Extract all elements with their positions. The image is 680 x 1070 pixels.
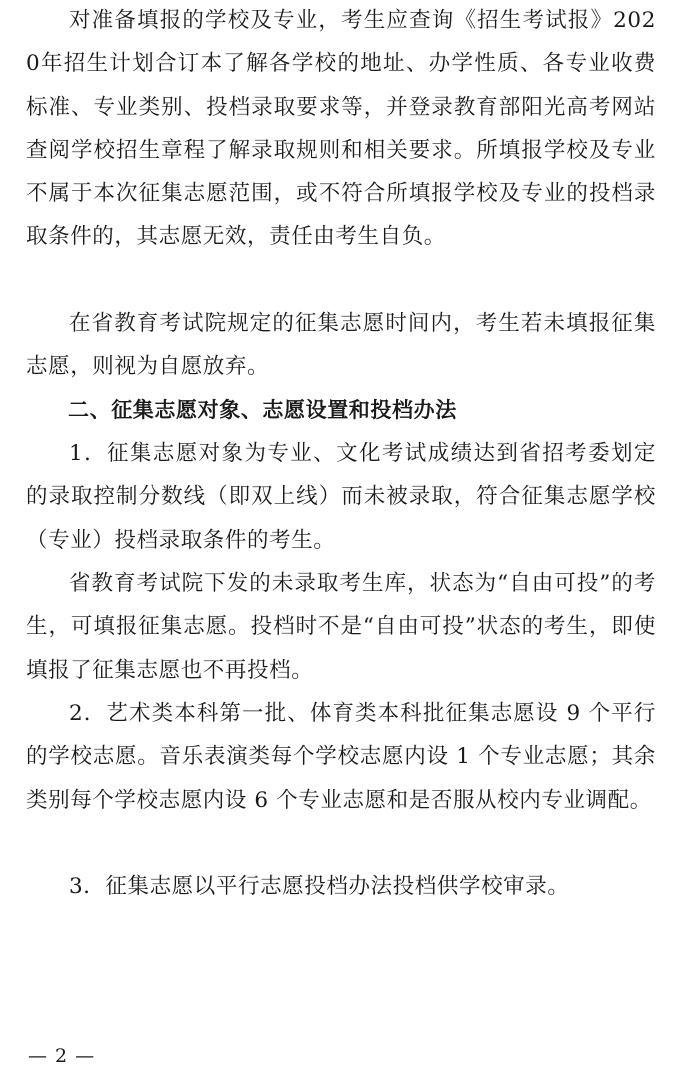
paragraph-deadline-notice: 在省教育考试院规定的征集志愿时间内，考生若未填报征集志愿，则视为自愿放弃。	[26, 311, 656, 380]
item-2-volunteer-settings: 2．艺术类本科第一批、体育类本科批征集志愿设 9 个平行的学校志愿。音乐表演类每个学校志愿内设 1 个专业志愿；其余类别每个学校志愿内设 6 个专业志愿和是否服从校内专业调配。	[26, 701, 656, 813]
item-1-eligibility: 1．征集志愿对象为专业、文化考试成绩达到省招考委划定的录取控制分数线（即双上线）而未被录取，符合征集志愿学校（专业）投档录取条件的考生。	[26, 441, 656, 553]
item-3-admission-method: 3．征集志愿以平行志愿投档办法投档供学校审录。	[69, 874, 570, 899]
paragraph-application-requirements: 对准备填报的学校及专业，考生应查询《招生考试报》2020年招生计划合订本了解各学校的地址、办学性质、各专业收费标准、专业类别、投档录取要求等，并登录教育部阳光高考网站查阅学校招生章程了解录取规则和相关要求。所填报学校及专业不属于本次征集志愿范围，或不符合所填报学校及专业的投档录取条件的，其志愿无效，责任由考生自负。	[26, 8, 656, 250]
section-heading: 二、征集志愿对象、志愿设置和投档办法	[68, 398, 457, 422]
page-number: — 2 —	[28, 1045, 96, 1067]
paragraph-candidate-pool: 省教育考试院下发的未录取考生库，状态为“自由可投”的考生，可填报征集志愿。投档时不是“自由可投”状态的考生，即使填报了征集志愿也不再投档。	[26, 571, 656, 683]
